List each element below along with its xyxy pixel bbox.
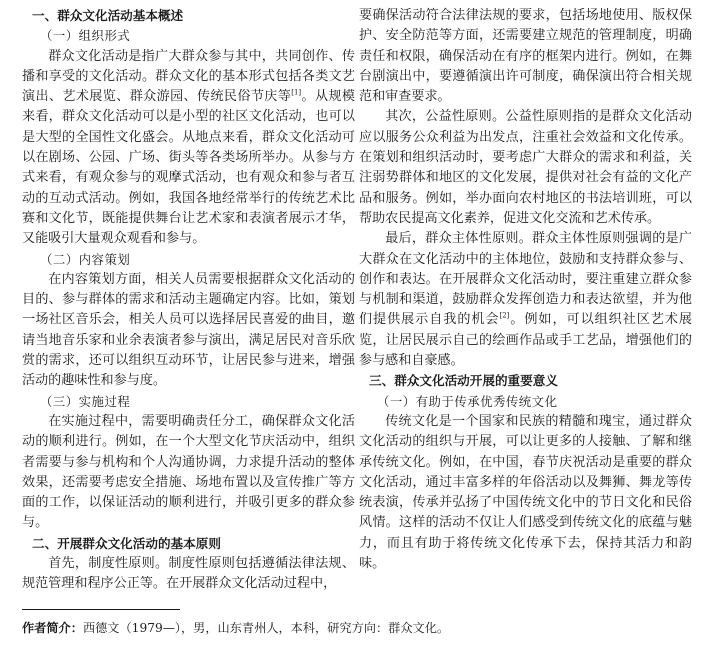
paragraph-traditional-culture: 传统文化是一个国家和民族的精髓和瑰宝，通过群众文化活动的组织与开展，可以让更多的人接触、了解和继承传统文化。例如，在中国，春节庆祝活动是重要的群众文化活动，通过丰富多样的年俗活动以及舞狮、舞龙等传统表演，传承并弘扬了中国传统文化中的节日文化和民俗风情。这样的活动不仅让人们感受到传统文化的底蕴与魅力，而且有助于将传统文化传承下去，保持其活力和韵味。 [359,413,692,572]
paragraph-mass-subject-principle: 最后，群众主体性原则。群众主体性原则强调的是广大群众在文化活动中的主体地位，鼓励和支持群众参与、创作和表达。在开展群众文化活动时，要注重建立群众参与机制和渠道，鼓励群众发挥创造力和表达欲望，并为他们提供展示自我的机会[2]。例如，可以组织社区艺术展览，让居民展示自己的绘画作品或手工艺品，增强他们的参与感和自豪感。 [359,231,692,369]
paragraph-institutional-principle: 首先，制度性原则。制度性原则包括遵循法律法规、规范管理和程序公正等。在开展群众文化活动过程中， [22,556,355,592]
paragraph-institutional-continued: 要确保活动符合法律法规的要求，包括场地使用、版权保护、安全防范等方面，还需要建立规范的管理制度，明确责任和权限，确保活动在有序的框架内进行。例如，在舞台剧演出中，要遵循演出许可制度，确保演出符合相关规范和审查要求。 [359,8,692,105]
section-2-heading: 二、开展群众文化活动的基本原则 [32,535,221,551]
paragraph-content-planning: 在内容策划方面，相关人员需要根据群众文化活动的目的、参与群体的需求和活动主题确定内容。比如，策划一场社区音乐会，相关人员可以选择居民喜爱的曲目，邀请当地音乐家和业余表演者参与演出，满足居民对音乐欣赏的需求，还可以组织互动环节，让居民参与进来，增强活动的趣味性和参与度。 [22,271,355,389]
author-bio-label: 作者简介： [22,621,83,635]
subsection-organization-form: （一）组织形式 [40,28,131,44]
left-column [22,6,355,595]
section-1-heading: 一、群众文化活动基本概述 [32,8,184,23]
subsection-traditional-culture: （一）有助于传承优秀传统文化 [377,393,558,409]
subsection-content-planning: （二）内容策划 [40,251,131,267]
right-column [359,6,692,574]
author-bio-text: 西德文（1979—），男，山东青州人，本科，研究方向：群众文化。 [82,621,450,635]
section-3-heading: 三、群众文化活动开展的重要意义 [369,373,558,389]
footnote-divider [22,609,180,610]
paragraph-implementation: 在实施过程中，需要明确责任分工，确保群众文化活动的顺利进行。例如，在一个大型文化节庆活动中，组织者需要与参与机构和个人沟通协调，力求提升活动的整体效果，还需要考虑安全措施、场地布置以及宣传推广等方面的工作，以保证活动的顺利进行，并吸引更多的群众参与。 [22,413,355,531]
paragraph-public-welfare-principle: 其次，公益性原则。公益性原则指的是群众文化活动应以服务公众利益为出发点，注重社会效益和文化传承。在策划和组织活动时，要考虑广大群众的需求和利益，关注弱势群体和地区的文化发展，提供对社会有益的文化产品和服务。例如，举办面向农村地区的书法培训班，可以帮助农民提高文化素养，促进文化交流和艺术传承。 [359,109,692,226]
subsection-implementation: （三）实施过程 [40,393,131,409]
author-bio [22,619,702,637]
reference-marker: [2] [499,312,510,321]
paragraph-organization-form: 群众文化活动是指广大群众参与其中，共同创作、传播和享受的文化活动。群众文化的基本形式包括各类文艺演出、艺术展览、群众游园、传统民俗节庆等[1]。从规模来看，群众文化活动可以是小型的社区文化活动，也可以是大型的全国性文化盛会。从地点来看，群众文化活动可以在剧场、公园、广场、街头等各类场所举办。从参与方式来看，有观众参与的观摩式活动，也有观众和参与者互动的互动式活动。例如，我国各地经常举行的传统艺术比赛和文化节，既能提供舞台让艺术家和表演者展示才华，又能吸引大量观众观看和参与。 [22,48,356,247]
reference-marker: [1] [291,88,302,97]
